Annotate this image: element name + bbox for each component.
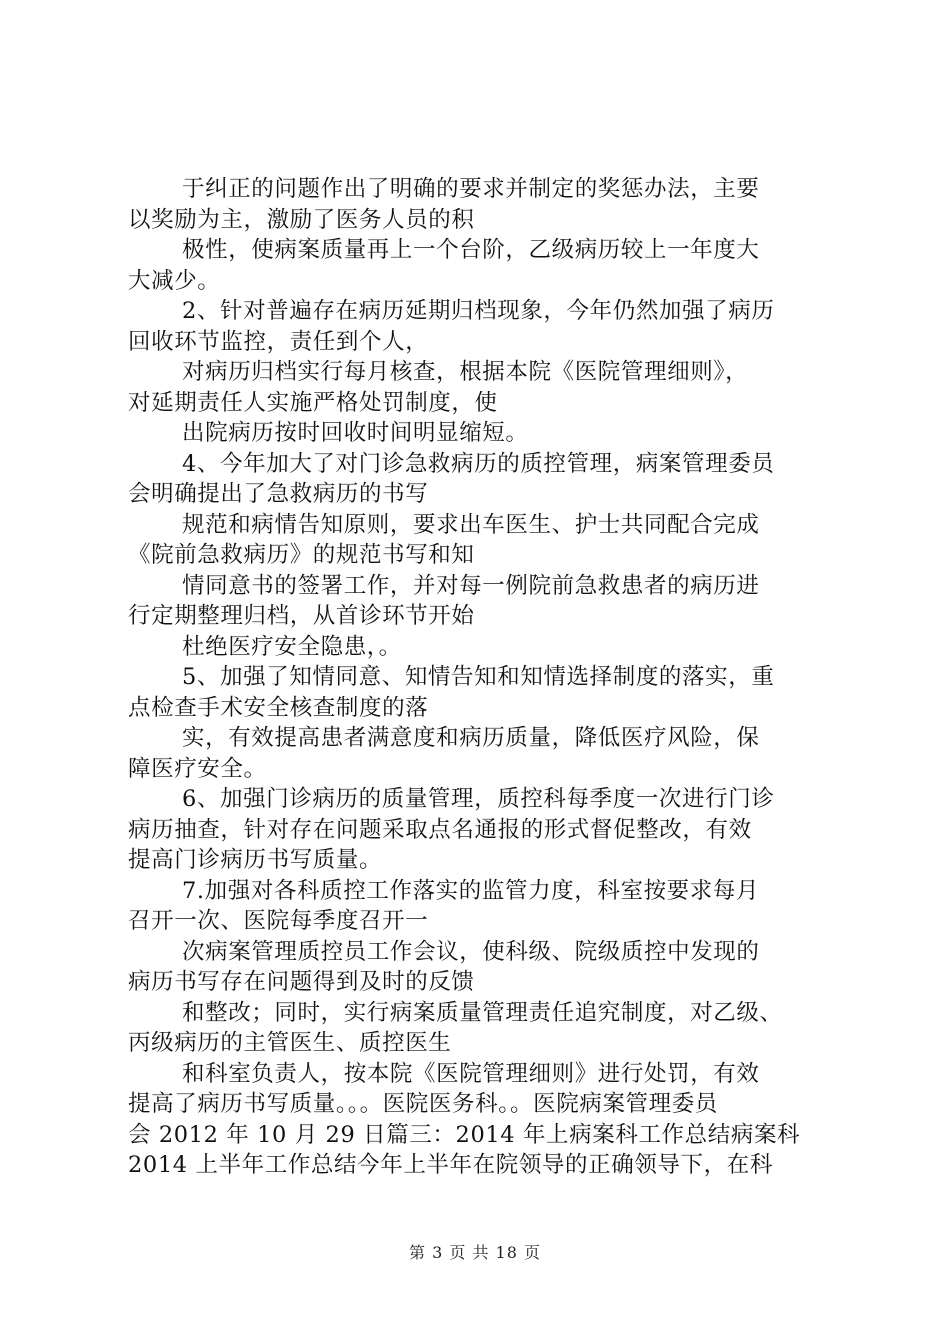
text-line: 5、加强了知情同意、知情告知和知情选择制度的落实，重 — [182, 664, 775, 690]
text-line: 和整改；同时，实行病案质量管理责任追究制度，对乙级、 — [182, 999, 783, 1026]
text-line: 6、加强门诊病历的质量管理，质控科每季度一次进行门诊 — [182, 786, 775, 812]
text-line: 极性，使病案质量再上一个台阶，乙级病历较上一年度大 — [182, 237, 760, 263]
text-line: 和科室负责人，按本院《医院管理细则》进行处罚，有效 — [182, 1060, 760, 1087]
text-line: 病历书写存在问题得到及时的反馈 — [128, 969, 475, 995]
text-line: 规范和病情告知原则，要求出车医生、护士共同配合完成 — [182, 511, 760, 538]
text-line: 杜绝医疗安全隐患，。 — [182, 633, 402, 660]
text-line: 2、针对普遍存在病历延期归档现象，今年仍然加强了病历 — [182, 298, 775, 324]
text-line: 障医疗安全。 — [128, 755, 267, 782]
text-line: 出院病历按时回收时间明显缩短。 — [182, 420, 529, 446]
text-line: 召开一次、医院每季度召开一 — [128, 908, 429, 934]
text-line: 以奖励为主，激励了医务人员的积 — [128, 206, 475, 233]
page-number-footer: 第 3 页 共 18 页 — [409, 1243, 541, 1262]
text-line: 行定期整理归档，从首诊环节开始 — [128, 603, 475, 629]
text-line: 大减少。 — [128, 267, 221, 294]
text-line: 回收环节监控，责任到个人， — [128, 328, 429, 355]
text-line: 病历抽查，针对存在问题采取点名通报的形式督促整改，有效 — [128, 816, 752, 843]
document-body — [128, 174, 828, 1181]
text-line: 会 2012 年 10 月 29 日篇三：2014 年上病案科工作总结病案科 — [128, 1121, 801, 1148]
text-line: 提高了病历书写质量。。。医院医务科。。医院病案管理委员 — [128, 1091, 718, 1117]
text-line: 提高门诊病历书写质量。 — [128, 847, 383, 873]
text-line: 情同意书的签署工作，并对每一例院前急救患者的病历进 — [182, 572, 760, 599]
text-line: 丙级病历的主管医生、质控医生 — [128, 1030, 452, 1056]
text-line: 4、今年加大了对门诊急救病历的质控管理，病案管理委员 — [182, 450, 775, 477]
text-line: 于纠正的问题作出了明确的要求并制定的奖惩办法，主要 — [182, 176, 760, 202]
text-line: 对病历归档实行每月核查，根据本院《医院管理细则》， — [182, 359, 749, 385]
text-line: 《院前急救病历》的规范书写和知 — [128, 542, 475, 568]
text-line: 实，有效提高患者满意度和病历质量，降低医疗风险，保 — [182, 725, 760, 751]
text-line: 点检查手术安全核查制度的落 — [128, 694, 429, 721]
text-line: 2014 上半年工作总结今年上半年在院领导的正确领导下，在科 — [128, 1152, 773, 1178]
text-line: 会明确提出了急救病历的书写 — [128, 481, 429, 507]
text-line: 次病案管理质控员工作会议，使科级、院级质控中发现的 — [182, 938, 760, 965]
text-line: 7.加强对各科质控工作落实的监管力度，科室按要求每月 — [182, 877, 760, 904]
text-line: 对延期责任人实施严格处罚制度，使 — [128, 389, 498, 416]
